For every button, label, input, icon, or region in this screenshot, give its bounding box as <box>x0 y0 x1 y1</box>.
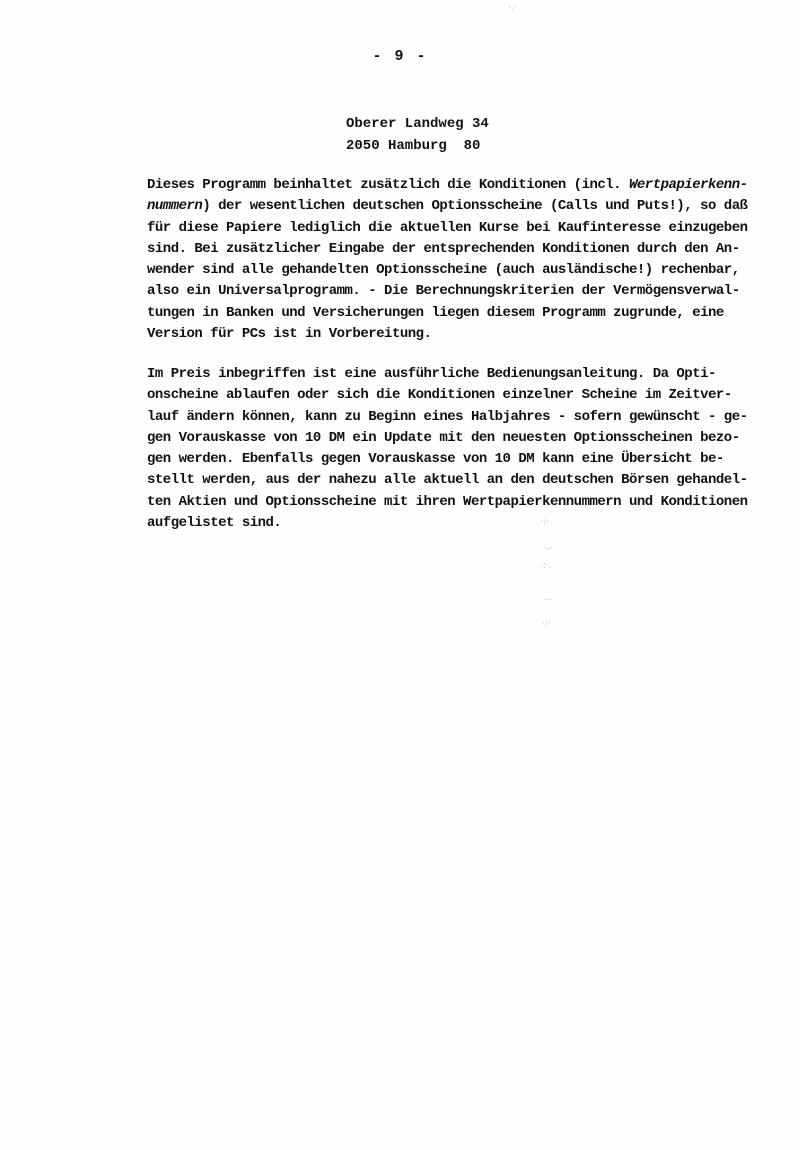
text-line: also ein Universalprogramm. - Die Berechnungskriterien der Vermögensverwal- <box>147 283 740 300</box>
text-line: stellt werden, aus der nahezu alle aktuell an den deutschen Börsen gehandel- <box>147 472 748 489</box>
text-line: für diese Papiere lediglich die aktuellen Kurse bei Kaufinteresse einzugeben <box>147 219 748 236</box>
text-segment: Dieses Programm beinhaltet zusätzlich die Konditionen (incl. <box>147 177 629 193</box>
scan-artifact: ·:· <box>540 517 549 527</box>
text-line: Version für PCs ist in Vorbereitung. <box>147 326 432 343</box>
address-city: 2050 Hamburg 80 <box>346 138 481 154</box>
paragraph-program-description <box>147 175 787 345</box>
scan-artifact: ·:·. <box>540 561 552 571</box>
text-line <box>147 175 787 196</box>
paragraph-price-info <box>147 364 787 534</box>
scan-artifact: ·-· <box>543 595 552 605</box>
text-line: ten Aktien und Optionsscheine mit ihren Wertpapierkennummern und Konditionen <box>147 493 748 510</box>
text-line <box>147 196 787 217</box>
text-line: gen Vorauskasse von 10 DM ein Update mit den neuesten Optionsscheinen bezo- <box>147 429 740 446</box>
text-line: aufgelistet sind. <box>147 515 282 532</box>
text-line: wender sind alle gehandelten Optionsscheine (auch ausländische!) rechenbar, <box>147 262 740 279</box>
text-line: Im Preis inbegriffen ist eine ausführliche Bedienungsanleitung. Da Opti- <box>147 366 716 382</box>
text-line: tungen in Banken und Versicherungen liegen diesem Programm zugrunde, eine <box>147 304 724 321</box>
italic-term: Wertpapierkenn- <box>628 177 748 193</box>
text-segment: ) der wesentlichen deutschen Optionsscheine (Calls und Puts!), so daß <box>202 198 748 215</box>
scan-artifact: ·-· <box>544 544 553 554</box>
text-line: lauf ändern können, kann zu Beginn eines Halbjahres - sofern gewünscht - ge- <box>147 408 748 425</box>
address-street: Oberer Landweg 34 <box>346 116 489 132</box>
text-line: gen werden. Ebenfalls gegen Vorauskasse von 10 DM kann eine Übersicht be- <box>147 451 724 468</box>
italic-term: nummern <box>147 198 203 215</box>
address-block <box>346 113 489 157</box>
text-line: sind. Bei zusätzlicher Eingabe der entsprechenden Konditionen durch den An- <box>147 240 740 257</box>
scan-artifact: ·.· <box>508 3 517 13</box>
scan-artifact: ·:· <box>542 619 551 629</box>
page-number: - 9 - <box>372 48 428 65</box>
text-line: onscheine ablaufen oder sich die Konditionen einzelner Scheine im Zeitver- <box>147 387 732 404</box>
